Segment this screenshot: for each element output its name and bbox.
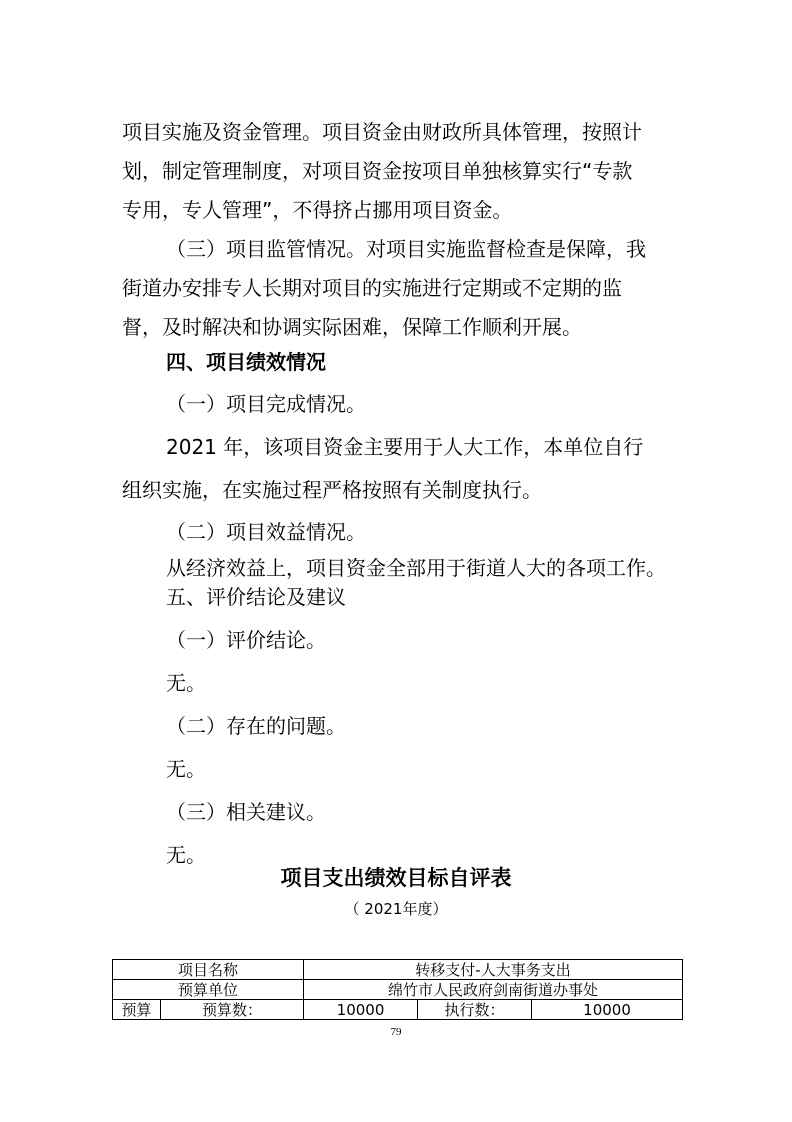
body-line-17: 无。 [166, 757, 206, 781]
budget-count-value: 10000 [304, 1000, 418, 1020]
page-number: 79 [390, 1026, 402, 1038]
table-row [113, 960, 683, 980]
body-line-1: 项目实施及资金管理。项目资金由财政所具体管理，按照计 [122, 120, 642, 144]
project-name-label: 项目名称 [113, 960, 304, 980]
body-line-10: 组织实施，在实施过程严格按照有关制度执行。 [122, 478, 542, 502]
subheading-conclusion: （一）评价结论。 [166, 628, 326, 652]
exec-count-label: 执行数： [418, 1000, 532, 1020]
subheading-benefit: （二）项目效益情况。 [166, 520, 366, 544]
budget-unit-value: 绵竹市人民政府剑南街道办事处 [304, 980, 683, 1000]
body-line-5: 街道办安排专人长期对项目的实施进行定期或不定期的监 [122, 276, 622, 300]
subheading-suggestions: （三）相关建议。 [166, 800, 326, 824]
body-line-2: 划，制定管理制度，对项目资金按项目单独核算实行“专款 [122, 159, 633, 183]
budget-label: 预算 [113, 1000, 161, 1020]
body-line-6: 督，及时解决和协调实际困难，保障工作顺利开展。 [122, 315, 582, 339]
table-title: 项目支出绩效目标自评表 [280, 866, 512, 890]
subheading-completion: （一）项目完成情况。 [166, 392, 366, 416]
section-heading-4: 四、项目绩效情况 [166, 350, 326, 374]
exec-count-value: 10000 [532, 1000, 683, 1020]
table-row [113, 1000, 683, 1020]
body-line-4: （三）项目监管情况。对项目实施监督检查是保障，我 [166, 237, 646, 261]
table-subtitle: （ 2021年度） [344, 900, 448, 918]
budget-count-label: 预算数： [161, 1000, 304, 1020]
body-line-19: 无。 [166, 843, 206, 867]
table-row [113, 980, 683, 1000]
body-line-12: 从经济效益上，项目资金全部用于街道人大的各项工作。 [166, 556, 666, 580]
body-line-15: 无。 [166, 671, 206, 695]
project-name-value: 转移支付-人大事务支出 [304, 960, 683, 980]
subheading-issues: （二）存在的问题。 [166, 714, 346, 738]
section-heading-5: 五、评价结论及建议 [166, 585, 346, 609]
body-line-9: 2021 年，该项目资金主要用于人大工作，本单位自行 [166, 435, 644, 459]
budget-unit-label: 预算单位 [113, 980, 304, 1000]
body-line-3: 专用，专人管理”，不得挤占挪用项目资金。 [122, 198, 513, 222]
performance-table [112, 959, 683, 1020]
